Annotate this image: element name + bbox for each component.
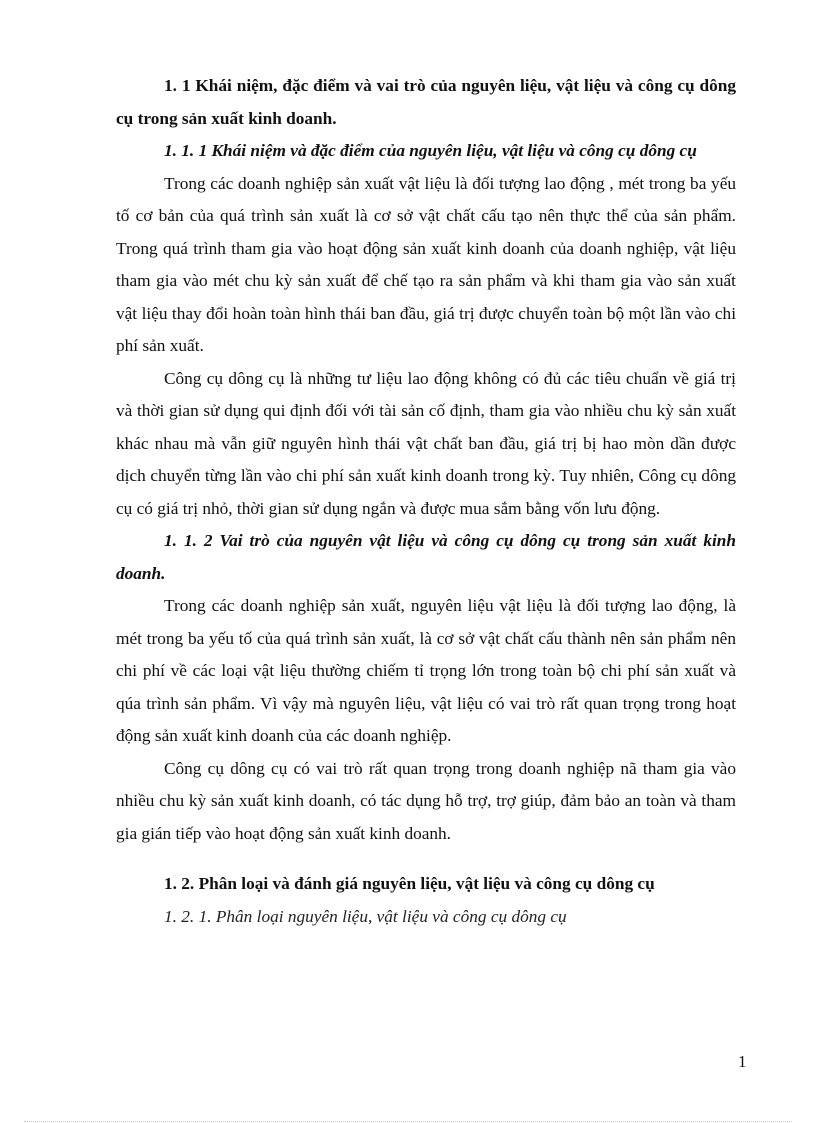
section-heading-1-2: 1. 2. Phân loại và đánh giá nguyên liệu, vật liệu và công cụ dông cụ (164, 874, 655, 893)
document-body (116, 70, 736, 933)
paragraph-tools-concept: Công cụ dông cụ là những tư liệu lao động không có đủ các tiêu chuẩn về giá trị và thời gian sử dụng qui định đối với tài sản cố định, tham gia vào nhiều chu kỳ sản xuất khác nhau mà vẫn giữ nguyên hình thái vật chất ban đầu, giá trị bị hao mòn dần được dịch chuyển từng lần vào chi phí sản xuất kinh doanh trong kỳ. Tuy nhiên, Công cụ dông cụ có giá trị nhỏ, thời gian sử dụng ngắn và được mua sắm bằng vốn lưu động. (116, 368, 736, 518)
paragraph-material-concept: Trong các doanh nghiệp sản xuất vật liệu là đối tượng lao động , mét trong ba yếu tố cơ bản của quá trình sản xuất là cơ sở vật chất cấu tạo nên thực thể của sản phẩm. Trong quá trình tham gia vào hoạt động sản xuất kinh doanh của doanh nghiệp, vật liệu tham gia vào mét chu kỳ sản xuất để chế tạo ra sản phẩm và khi tham gia vào sản xuất vật liệu thay đổi hoàn toàn hình thái ban đầu, giá trị được chuyển toàn bộ một lần vào chi phí sản xuất. (116, 173, 736, 355)
page-bottom-divider (24, 1121, 792, 1122)
subsection-heading-1-2-1: 1. 2. 1. Phân loại nguyên liệu, vật liệu và công cụ dông cụ (164, 906, 567, 926)
subsection-heading-1-1-1: 1. 1. 1 Khái niệm và đặc điểm của nguyên liệu, vật liệu và công cụ dông cụ (164, 141, 697, 160)
section-heading-1-1: 1. 1 Khái niệm, đặc điểm và vai trò của nguyên liệu, vật liệu và công cụ dông cụ trong sản xuất kinh doanh. (116, 76, 736, 128)
page-number: 1 (738, 1052, 747, 1071)
paragraph-tools-role: Công cụ dông cụ có vai trò rất quan trọng trong doanh nghiệp nã tham gia vào nhiều chu kỳ sản xuất kinh doanh, có tác dụng hỗ trợ, trợ giúp, đảm bảo an toàn và tham gia gián tiếp vào hoạt động sản xuất kinh doanh. (116, 758, 736, 843)
paragraph-material-role: Trong các doanh nghiệp sản xuất, nguyên liệu vật liệu là đối tượng lao động, là mét trong ba yếu tố của quá trình sản xuất, là cơ sở vật chất cấu thành nên sản phẩm nên chi phí về các loại vật liệu thường chiếm tỉ trọng lớn trong toàn bộ chi phí sản xuất và qúa trình sản phẩm. Vì vậy mà nguyên liệu, vật liệu có vai trò rất quan trọng trong hoạt động sản xuất kinh doanh của các doanh nghiệp. (116, 596, 736, 745)
subsection-heading-1-1-2: 1. 1. 2 Vai trò của nguyên vật liệu và công cụ dông cụ trong sản xuất kinh doanh. (116, 531, 736, 583)
